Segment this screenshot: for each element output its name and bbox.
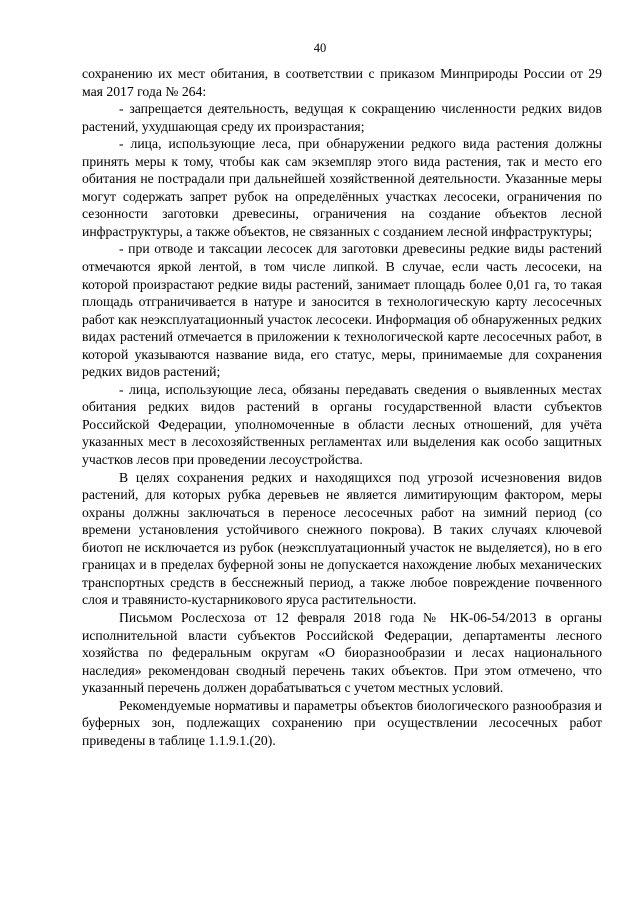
page-number: 40 <box>313 41 327 55</box>
paragraph-forest-users-measures: - лица, использующие леса, при обнаружении редкого вида растения должны принять меры к тому, чтобы как сам экземпляр этого вида растения, так и место его обитания не пострадали при дальнейшей хозяйственной деятельности. Указанные меры могут содержать запрет рубок на определённых участках лесосеки, ограничения по сезонности заготовки древесины, ограничения на создание объектов лесной инфраструктуры, а также объектов, не связанных с созданием лесной инфраструктуры; <box>82 136 602 239</box>
paragraph-prohibition: - запрещается деятельность, ведущая к сокращению численности редких видов растений, ухудшающая среду их произрастания; <box>82 101 602 134</box>
paragraph-continuation: сохранению их мест обитания, в соответствии с приказом Минприроды России от 29 мая 2017 года № 264: <box>82 66 602 99</box>
paragraph-rosleskhoz-letter: Письмом Рослесхоза от 12 февраля 2018 года № НК-06-54/2013 в органы исполнительной власти субъектов Российской Федерации, департаменты лесного хозяйства по федеральным округам «О биоразнообразии и лесах национального наследия» рекомендован сводный перечень таких объектов. При этом отмечено, что указанный перечень должен дорабатываться с учетом местных условий. <box>82 609 602 696</box>
paragraph-allotment-taxation: - при отводе и таксации лесосек для заготовки древесины редкие виды растений отмечаются яркой лентой, в том числе липкой. В случае, если часть лесосеки, на которой произрастают редкие виды растений, занимает площадь более 0,01 га, то такая площадь отграничивается в натуре и заносится в технологическую карту лесосечных работ как неэксплуатационный участок лесосеки. Информация об обнаруженных редких видах растений отмечается в приложении к технологической карте лесосечных работ, в которой указываются название вида, его статус, меры, принимаемые для сохранения редких видов растений; <box>82 241 602 380</box>
paragraph-information-transfer: - лица, использующие леса, обязаны передавать сведения о выявленных местах обитания редких видов растений в органы государственной власти субъектов Российской Федерации, уполномоченные в области лесных отношений, для учёта указанных мест в лесохозяйственных регламентах или выделения как особо защитных участков лесов при проведении лесоустройства. <box>82 381 602 468</box>
paragraph-winter-logging: В целях сохранения редких и находящихся под угрозой исчезновения видов растений, для которых рубка деревьев не является лимитирующим фактором, меры охраны должны заключаться в переносе лесосечных работ на зимний период (со времени установления устойчивого снежного покрова). В таких случаях ключевой биотоп не исключается из рубок (неэксплуатационный участок не выделяется), но в его границах и в пределах буферной зоны не допускается нахождение любых механических транспортных средств в бесснежный период, а также любое повреждение почвенного слоя и травянисто-кустарникового яруса растительности. <box>82 469 602 608</box>
body-text <box>82 65 602 749</box>
paragraph-recommended-norms: Рекомендуемые нормативы и параметры объектов биологического разнообразия и буферных зон, подлежащих сохранению при осуществлении лесосечных работ приведены в таблице 1.1.9.1.(20). <box>82 697 602 748</box>
